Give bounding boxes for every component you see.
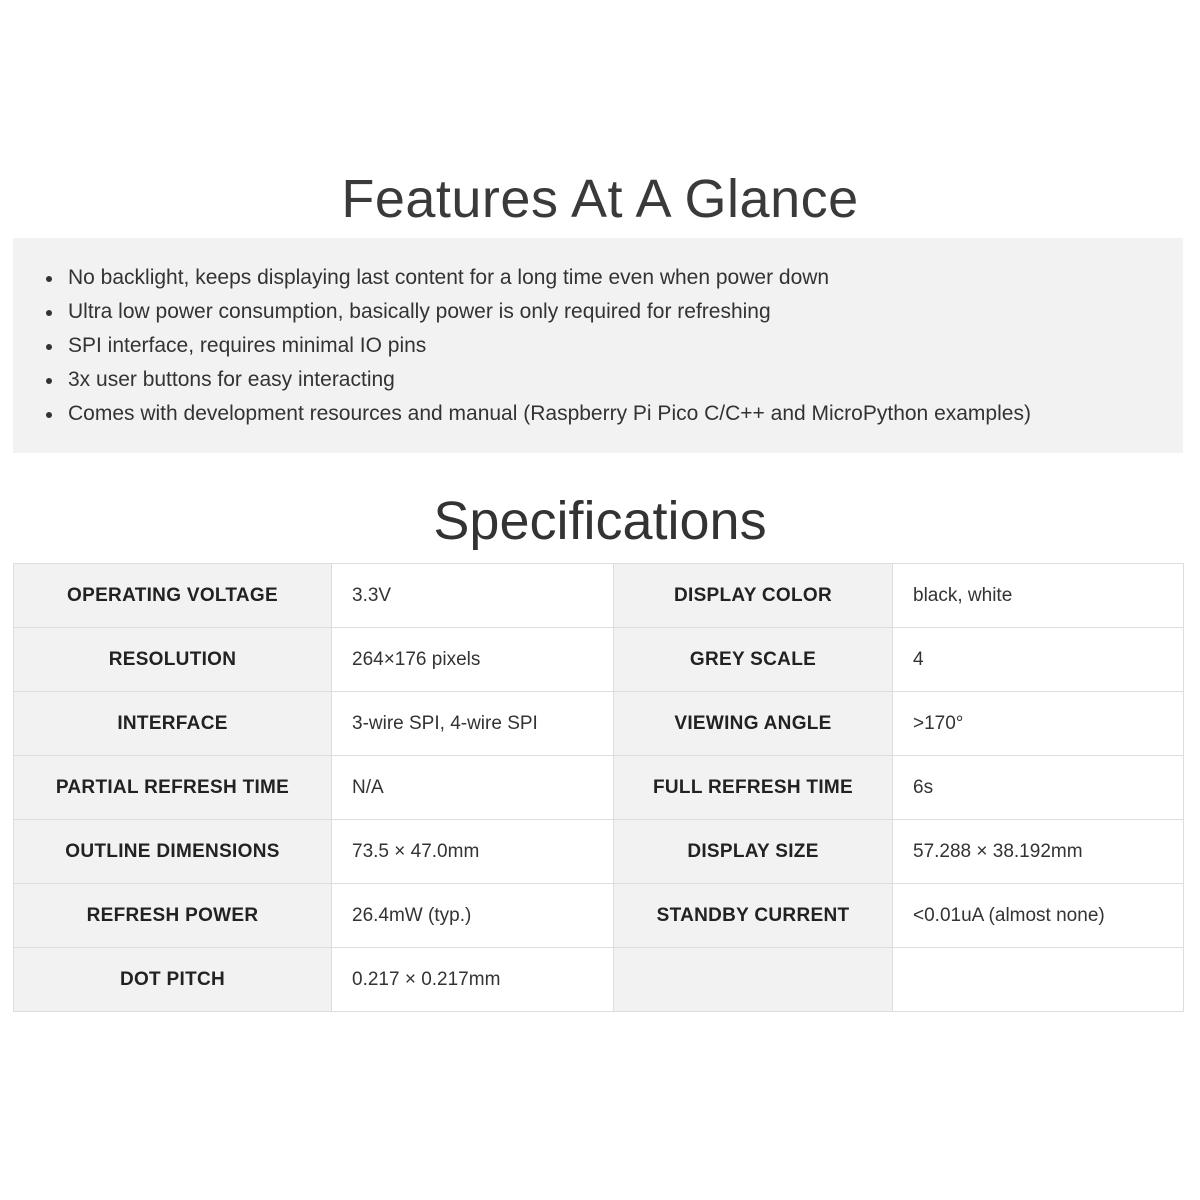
spec-value: 4: [893, 628, 1184, 692]
bullet-icon: [46, 344, 52, 350]
spec-value-empty: [893, 948, 1184, 1012]
spec-row: [14, 884, 1184, 948]
spec-label: DOT PITCH: [14, 948, 332, 1012]
bullet-icon: [46, 276, 52, 282]
feature-text: SPI interface, requires minimal IO pins: [68, 334, 427, 357]
spec-label: INTERFACE: [14, 692, 332, 756]
spec-value: 264×176 pixels: [332, 628, 614, 692]
spec-row: [14, 692, 1184, 756]
spec-label: FULL REFRESH TIME: [614, 756, 893, 820]
bullet-icon: [46, 412, 52, 418]
spec-row: [14, 820, 1184, 884]
features-panel: [13, 238, 1183, 453]
spec-value: 3.3V: [332, 564, 614, 628]
spec-value: black, white: [893, 564, 1184, 628]
feature-item: [13, 329, 1183, 363]
spec-row: [14, 628, 1184, 692]
spec-value: 73.5 × 47.0mm: [332, 820, 614, 884]
feature-item: [13, 261, 1183, 295]
specifications-title: Specifications: [433, 491, 767, 551]
feature-text: Ultra low power consumption, basically power is only required for refreshing: [68, 300, 771, 323]
spec-label: VIEWING ANGLE: [614, 692, 893, 756]
spec-value: 6s: [893, 756, 1184, 820]
spec-label-empty: [614, 948, 893, 1012]
spec-label: DISPLAY SIZE: [614, 820, 893, 884]
spec-row: [14, 756, 1184, 820]
spec-label: OPERATING VOLTAGE: [14, 564, 332, 628]
feature-text: Comes with development resources and manual (Raspberry Pi Pico C/C++ and MicroPython examples): [68, 402, 1031, 425]
spec-label: RESOLUTION: [14, 628, 332, 692]
spec-row: [14, 948, 1184, 1012]
spec-label: PARTIAL REFRESH TIME: [14, 756, 332, 820]
feature-item: [13, 295, 1183, 329]
spec-label: OUTLINE DIMENSIONS: [14, 820, 332, 884]
spec-value: 0.217 × 0.217mm: [332, 948, 614, 1012]
feature-item: [13, 363, 1183, 397]
feature-text: No backlight, keeps displaying last content for a long time even when power down: [68, 266, 830, 289]
spec-label: REFRESH POWER: [14, 884, 332, 948]
spec-value: 3-wire SPI, 4-wire SPI: [332, 692, 614, 756]
feature-item: [13, 397, 1183, 431]
spec-label: GREY SCALE: [614, 628, 893, 692]
features-list: [13, 238, 1183, 431]
features-title: Features At A Glance: [341, 169, 859, 229]
spec-value: N/A: [332, 756, 614, 820]
spec-value: 57.288 × 38.192mm: [893, 820, 1184, 884]
spec-value: >170°: [893, 692, 1184, 756]
spec-value: 26.4mW (typ.): [332, 884, 614, 948]
spec-label: STANDBY CURRENT: [614, 884, 893, 948]
bullet-icon: [46, 378, 52, 384]
bullet-icon: [46, 310, 52, 316]
spec-row: [14, 564, 1184, 628]
spec-label: DISPLAY COLOR: [614, 564, 893, 628]
feature-text: 3x user buttons for easy interacting: [68, 368, 395, 391]
specifications-table: [13, 563, 1184, 1012]
spec-value: <0.01uA (almost none): [893, 884, 1184, 948]
